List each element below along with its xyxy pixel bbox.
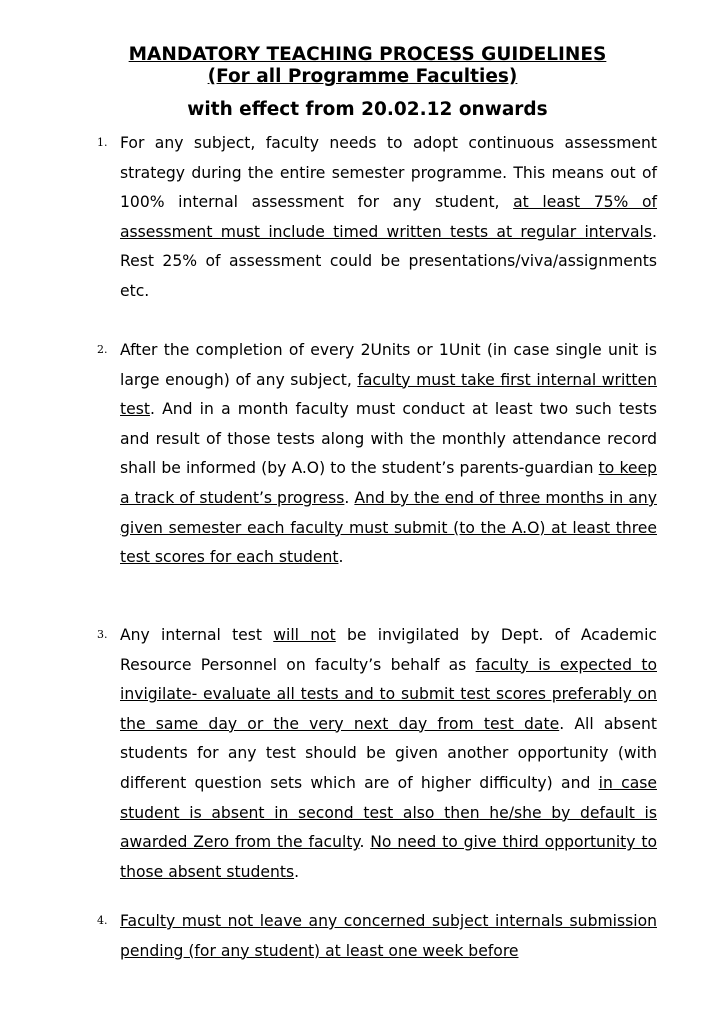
guideline-paragraph (120, 621, 657, 887)
item-number: 3. (97, 628, 108, 641)
underlined-text: faculty must take first internal written test (120, 370, 657, 419)
paragraph-text: . (294, 862, 300, 881)
underlined-text: to keep a track of student’s progress (120, 459, 657, 507)
item-number: 2. (97, 343, 108, 356)
paragraph-text: . And in a month faculty must conduct at least two such tests and result of those tests along with the monthly attendance record shall be informed (by A.O) to the student’s parents-guardian (120, 400, 657, 478)
paragraph-text: Any internal test (120, 626, 274, 644)
paragraph-text: . Rest 25% of assessment could be presentations/viva/assignments etc. (120, 222, 657, 300)
guideline-paragraph (120, 907, 657, 966)
item-number: 4. (97, 914, 108, 927)
underlined-text: will not (273, 626, 336, 644)
guideline-paragraph (120, 129, 657, 307)
paragraph-text: be invigilated by Dept. of Academic Resource Personnel on faculty’s behalf as (120, 626, 657, 674)
paragraph-text: . (359, 833, 371, 852)
effective-date: with effect from 20.02.12 onwards (187, 99, 548, 120)
underlined-text: at least 75% of assessment must include timed written tests at regular intervals (120, 193, 658, 241)
document-subtitle: (For all Programme Faculties) (207, 66, 518, 87)
item-number: 1. (97, 136, 108, 149)
underlined-text: faculty is expected to invigilate- evaluate all tests and to submit test scores preferably on the same day or the very next day from test date (120, 655, 657, 733)
paragraph-text: . (338, 548, 344, 567)
underlined-text: And by the end of three months in any given semester each faculty must submit (to the A.O) at least three test scores for each student (120, 488, 657, 567)
underlined-text: in case student is absent in second test also then he/she by default is awarded Zero from the faculty (120, 773, 657, 852)
underlined-text: Faculty must not leave any concerned subject internals submission pending (for any student) at least one week before (120, 912, 657, 960)
paragraph-text: For any subject, faculty needs to adopt continuous assessment strategy during the entire semester programme. This means out of 100% internal assessment for any student, (120, 134, 657, 212)
guideline-paragraph (120, 336, 657, 573)
underlined-text: No need to give third opportunity to those absent students (120, 833, 657, 881)
paragraph-text: . All absent students for any test should be given another opportunity (with different question sets which are of higher difficulty) and (120, 714, 658, 792)
paragraph-text: . (344, 488, 355, 507)
paragraph-text: After the completion of every 2Units or 1Unit (in case single unit is large enough) of any subject, (120, 341, 657, 389)
document-title: MANDATORY TEACHING PROCESS GUIDELINES (128, 44, 607, 65)
